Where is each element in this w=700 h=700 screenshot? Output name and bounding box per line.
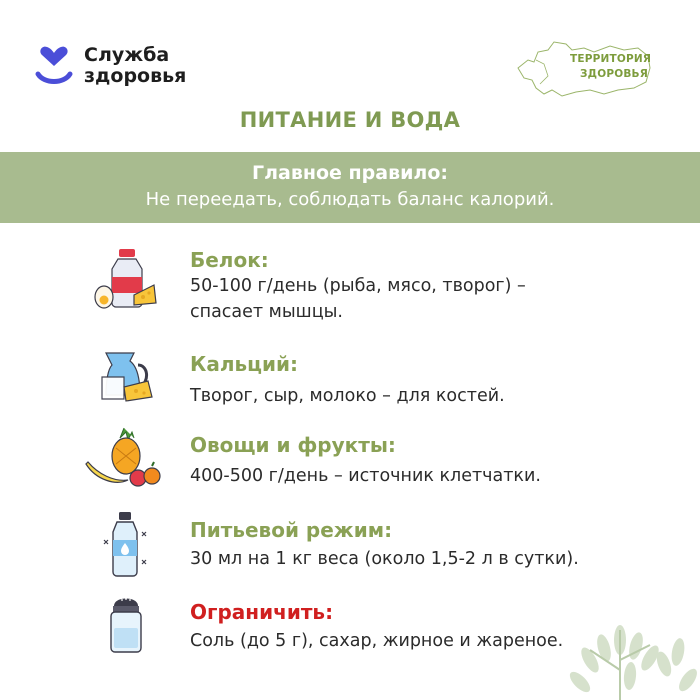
territory-line1: ТЕРРИТОРИЯ (570, 53, 652, 65)
item-title: Белок: (190, 248, 269, 272)
plant-decoration-icon (560, 600, 700, 700)
item-text-line1: 50-100 г/день (рыба, мясо, творог) – (190, 276, 526, 296)
brand-sluzhba-zdorovya (34, 44, 186, 88)
item-title: Кальций: (190, 352, 298, 376)
item-text-line2: спасает мышцы. (190, 302, 343, 322)
item-text-line1: Соль (до 5 г), сахар, жирное и жареное. (190, 631, 564, 651)
brand-name-line2: здоровья (84, 65, 187, 87)
brand-name-line1: Служба (84, 44, 170, 66)
brand-name (84, 45, 186, 87)
heart-smile-icon (34, 44, 74, 88)
salt-shaker-icon (104, 596, 148, 656)
item-title: Питьевой режим: (190, 518, 393, 542)
item-text-line1: 30 мл на 1 кг веса (около 1,5-2 л в сутки). (190, 549, 579, 569)
item-title: Ограничить: (190, 600, 334, 624)
item-text-line1: Творог, сыр, молоко – для костей. (190, 386, 505, 406)
item-text-line1: 400-500 г/день – источник клетчатки. (190, 466, 541, 486)
fruits-icon (84, 426, 164, 490)
rule-title: Главное правило: (251, 162, 448, 184)
territory-line2: ЗДОРОВЬЯ (580, 68, 649, 80)
page-title: ПИТАНИЕ И ВОДА (239, 108, 461, 132)
milk-jug-cheese-icon (92, 345, 164, 409)
main-rule-band (0, 152, 700, 223)
water-bottle-icon (100, 510, 150, 580)
milk-egg-cheese-icon (88, 247, 160, 311)
territory-text (570, 52, 651, 82)
item-title: Овощи и фрукты: (190, 433, 396, 457)
brand-territoriya-zdorovya (514, 38, 654, 100)
rule-text: Не переедать, соблюдать баланс калорий. (145, 189, 555, 210)
